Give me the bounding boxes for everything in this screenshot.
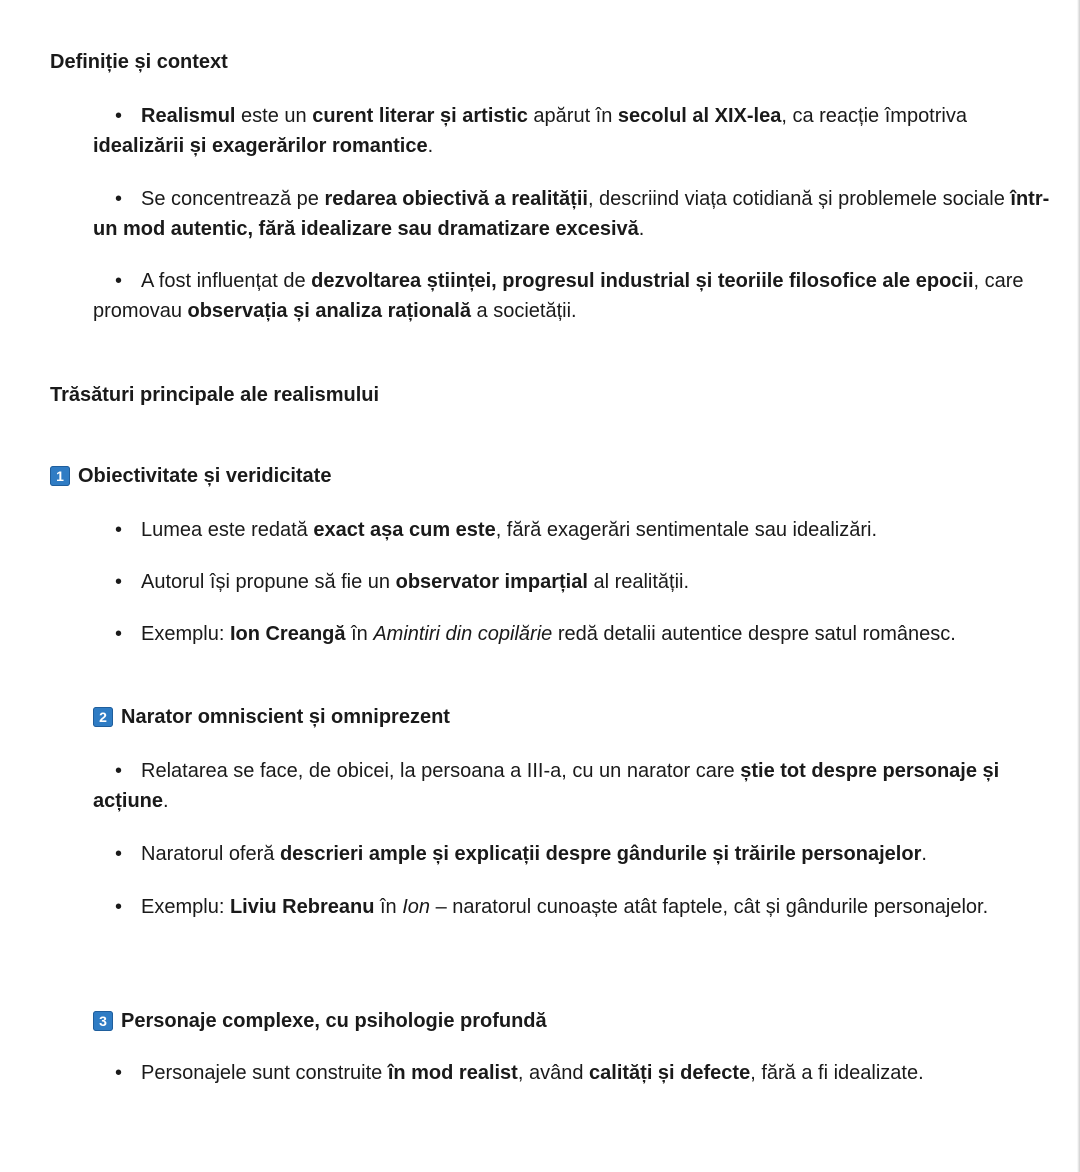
text-run: , care promovau <box>93 270 1024 322</box>
bullet-icon: • <box>115 896 123 918</box>
text-run: Se concentrează pe <box>141 188 325 210</box>
text-run: , având <box>517 1062 590 1084</box>
subsection-title: Narator omniscient și omniprezent <box>121 706 450 728</box>
bullet-paragraph <box>93 515 1053 545</box>
bullet-paragraph <box>93 619 1053 649</box>
text-run: Autorul își propune să fie un <box>141 571 396 593</box>
bullet-icon: • <box>115 843 123 865</box>
bold-text: exact așa cum este <box>313 519 496 541</box>
text-run: Personajele sunt construite <box>141 1062 388 1084</box>
section-heading-features: Trăsături principale ale realismului <box>50 384 380 406</box>
bold-text: știe tot despre personaje și acțiune <box>93 760 1000 812</box>
text-run: . <box>921 843 927 865</box>
text-run: A fost influențat de <box>141 270 312 292</box>
italic-text: Ion <box>402 896 431 918</box>
bullet-icon: • <box>115 270 123 292</box>
number-1-icon: 1 <box>50 466 70 486</box>
bold-text: într-un mod autentic, fără idealizare sau dramatizare excesivă <box>93 188 1050 240</box>
text-run: a societății. <box>470 300 577 322</box>
text-run: Relatarea se face, de obicei, la persoana a III-a, cu un narator care <box>141 760 741 782</box>
number-2-icon: 2 <box>93 707 113 727</box>
section-heading-definition: Definiție și context <box>50 51 228 73</box>
bold-text: descrieri ample și explicații despre gândurile și trăirile personajelor <box>279 843 922 865</box>
bullet-paragraph <box>93 101 1053 161</box>
text-run: al realității. <box>587 571 690 593</box>
bullet-icon: • <box>115 571 123 593</box>
text-run: Naratorul oferă <box>141 843 280 865</box>
text-run: în <box>345 623 374 645</box>
bold-text: observația și analiza rațională <box>187 300 471 322</box>
italic-text: Amintiri din copilărie <box>373 623 553 645</box>
bold-text: redarea obiectivă a realității <box>324 188 588 210</box>
text-run: apărut în <box>527 105 618 127</box>
bullet-paragraph <box>93 567 1053 597</box>
bold-text: Ion Creangă <box>229 623 346 645</box>
text-run: . <box>638 218 645 240</box>
subsection-title: Personaje complexe, cu psihologie profundă <box>121 1010 547 1032</box>
bullet-paragraph <box>93 266 1053 326</box>
text-run: este un <box>235 105 313 127</box>
bullet-icon: • <box>115 105 123 127</box>
text-run: în <box>374 896 403 918</box>
text-run: , ca reacție împotriva <box>781 105 967 127</box>
text-run: , fără exagerări sentimentale sau idealizări. <box>495 519 877 541</box>
bullet-paragraph <box>93 892 1053 922</box>
bullet-icon: • <box>115 1062 123 1084</box>
bold-text: dezvoltarea științei, progresul industrial și teoriile filosofice ale epocii <box>311 270 974 292</box>
text-run: Exemplu: <box>141 896 230 918</box>
bullet-icon: • <box>115 188 123 210</box>
bullet-paragraph <box>93 184 1053 244</box>
text-run: . <box>427 135 434 157</box>
text-run: redă detalii autentice despre satul românesc. <box>552 623 956 645</box>
bullet-paragraph <box>93 1058 1053 1088</box>
subsection-heading-narrator <box>93 703 450 731</box>
text-run: Lumea este redată <box>141 519 314 541</box>
text-run: – naratorul cunoaște atât faptele, cât și gândurile personajelor. <box>430 896 989 918</box>
text-run: , descriind viața cotidiană și problemele sociale <box>587 188 1011 210</box>
number-3-icon: 3 <box>93 1011 113 1031</box>
bold-text: curent literar și artistic <box>312 105 528 127</box>
bold-text: Realismul <box>141 105 236 127</box>
bold-text: observator imparțial <box>395 571 588 593</box>
bold-text: calități și defecte <box>589 1062 751 1084</box>
text-run: . <box>163 790 169 812</box>
subsection-heading-characters <box>93 1007 547 1035</box>
bullet-icon: • <box>115 623 123 645</box>
bullet-paragraph <box>93 756 1053 816</box>
bold-text: secolul al XIX-lea <box>617 105 782 127</box>
bold-text: în mod realist <box>387 1062 518 1084</box>
bold-text: Liviu Rebreanu <box>229 896 375 918</box>
subsection-heading-objectivity <box>50 462 331 490</box>
bullet-icon: • <box>115 760 123 782</box>
bullet-icon: • <box>115 519 123 541</box>
text-run: , fără a fi idealizate. <box>750 1062 924 1084</box>
bullet-paragraph <box>93 839 1053 869</box>
bold-text: idealizării și exagerărilor romantice <box>93 135 428 157</box>
subsection-title: Obiectivitate și veridicitate <box>78 465 332 487</box>
text-run: Exemplu: <box>141 623 230 645</box>
